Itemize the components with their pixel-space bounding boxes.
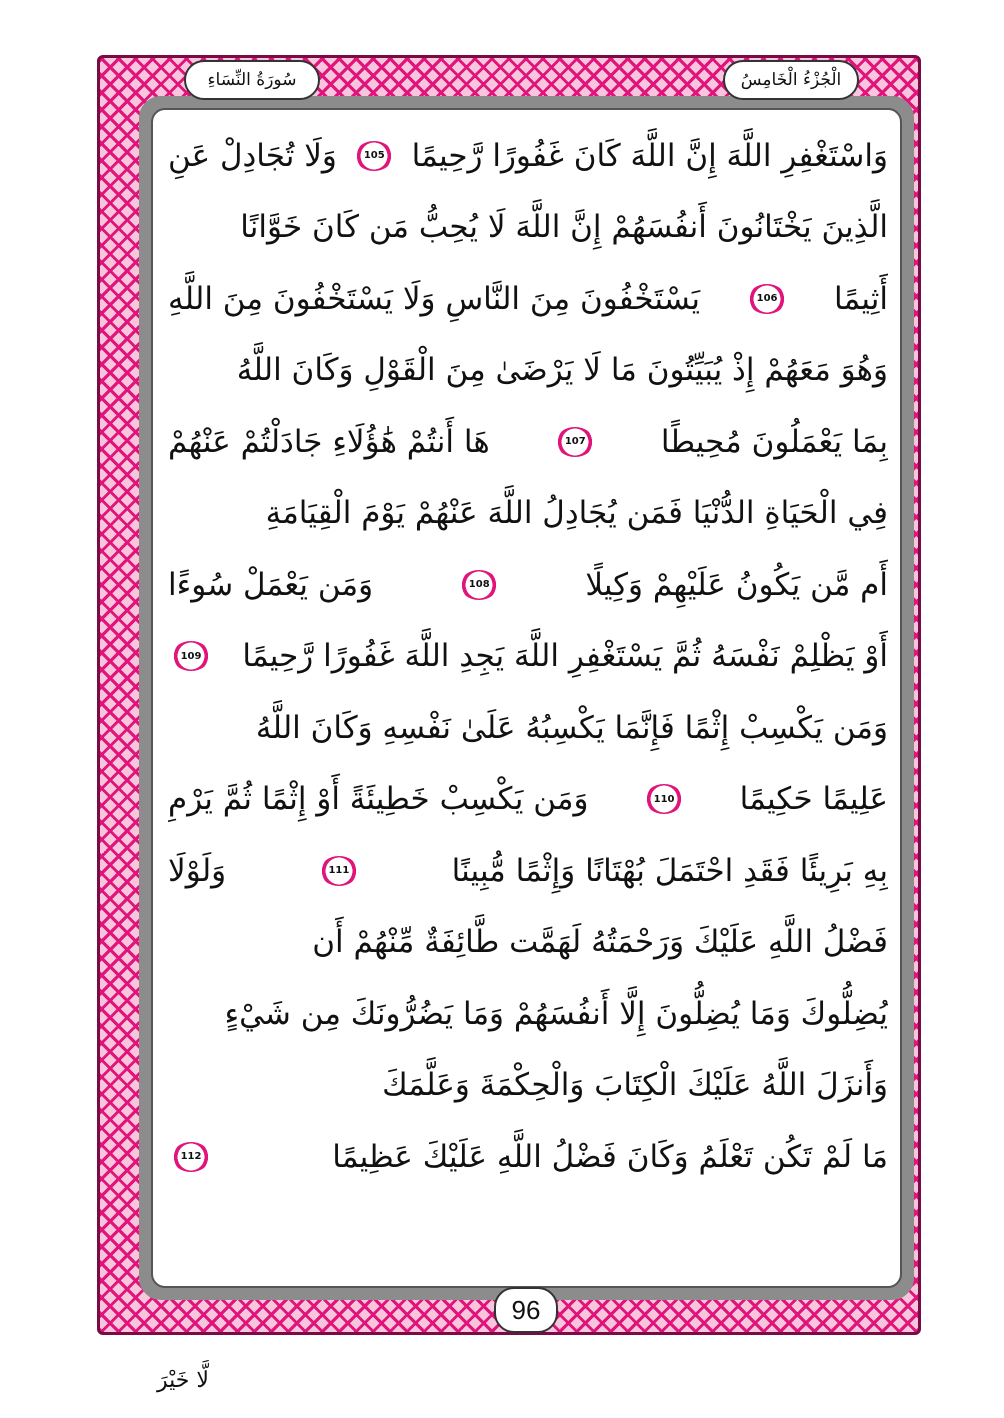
verse-text: يَسْتَخْفُونَ مِنَ النَّاسِ وَلَا يَسْتَخْفُونَ مِنَ اللَّهِ [168,280,701,317]
verse-text: أَوْ يَظْلِمْ نَفْسَهُ ثُمَّ يَسْتَغْفِرِ اللَّهَ يَجِدِ اللَّهَ غَفُورًا رَّحِيمًا [242,638,888,675]
verse-lines [168,120,888,1193]
verse-line [168,907,888,979]
verse-line [168,764,888,836]
verse-text: يُضِلُّوكَ وَمَا يُضِلُّونَ إِلَّا أَنفُسَهُمْ وَمَا يَضُرُّونَكَ مِن شَيْءٍ [224,995,888,1032]
verse-text: أَم مَّن يَكُونُ عَلَيْهِمْ وَكِيلًا [585,566,888,603]
verse-line [168,835,888,907]
verse-line [168,692,888,764]
ayah-marker-icon: 109 [172,641,210,671]
ayah-marker-icon: 110 [645,784,683,814]
juz-name-label: الْجُزْءُ الْخَامِسُ [723,60,859,100]
ayah-marker-icon: 105 [355,141,393,171]
verse-text: عَلِيمًا حَكِيمًا [739,781,888,818]
verse-line [168,621,888,693]
verse-line [168,335,888,407]
verse-text: أَثِيمًا [834,280,888,317]
verse-text: بِمَا يَعْمَلُونَ مُحِيطًا [660,423,888,460]
verse-line [168,1121,888,1193]
verse-line [168,549,888,621]
verse-line [168,978,888,1050]
verse-text: وَلَوْلَا [168,852,227,889]
page-number: 96 [494,1287,558,1333]
verse-text: وَمَن يَكْسِبْ خَطِيئَةً أَوْ إِثْمًا ثُمَّ يَرْمِ [168,781,589,818]
ayah-marker-icon: 112 [172,1142,210,1172]
verse-text: فَضْلُ اللَّهِ عَلَيْكَ وَرَحْمَتُهُ لَهَمَّت طَّائِفَةٌ مِّنْهُمْ أَن [312,924,888,961]
surah-name-label: سُورَةُ النِّسَاءِ [184,60,320,100]
verse-text: وَأَنزَلَ اللَّهُ عَلَيْكَ الْكِتَابَ وَالْحِكْمَةَ وَعَلَّمَكَ [382,1067,888,1104]
verse-line [168,120,888,192]
verse-text: بِهِ بَرِيئًا فَقَدِ احْتَمَلَ بُهْتَانًا وَإِثْمًا مُّبِينًا [451,852,888,889]
verse-text: هَا أَنتُمْ هَٰؤُلَاءِ جَادَلْتُمْ عَنْهُمْ [168,423,490,460]
verse-line [168,263,888,335]
ayah-marker-icon: 111 [320,856,358,886]
verse-text: فِي الْحَيَاةِ الدُّنْيَا فَمَن يُجَادِلُ اللَّهَ عَنْهُمْ يَوْمَ الْقِيَامَةِ [265,495,888,532]
verse-text: وَمَن يَعْمَلْ سُوءًا [168,566,374,603]
verse-line [168,478,888,550]
verse-text: وَمَن يَكْسِبْ إِثْمًا فَإِنَّمَا يَكْسِبُهُ عَلَىٰ نَفْسِهِ وَكَانَ اللَّهُ [255,709,888,746]
verse-text: الَّذِينَ يَخْتَانُونَ أَنفُسَهُمْ إِنَّ اللَّهَ لَا يُحِبُّ مَن كَانَ خَوَّانًا [240,209,888,246]
verse-text: وَلَا تُجَادِلْ عَنِ [168,137,337,174]
ayah-marker-icon: 107 [556,427,594,457]
ayah-marker-icon: 108 [460,570,498,600]
verse-text: وَهُوَ مَعَهُمْ إِذْ يُبَيِّتُونَ مَا لَا يَرْضَىٰ مِنَ الْقَوْلِ وَكَانَ اللَّهُ [236,352,888,389]
catchword: لَّا خَيْرَ [157,1368,209,1393]
ayah-marker-icon: 106 [748,284,786,314]
verse-text: وَاسْتَغْفِرِ اللَّهَ إِنَّ اللَّهَ كَانَ غَفُورًا رَّحِيمًا [411,137,888,174]
verse-line [168,1050,888,1122]
verse-text: مَا لَمْ تَكُن تَعْلَمُ وَكَانَ فَضْلُ اللَّهِ عَلَيْكَ عَظِيمًا [332,1138,888,1175]
verse-line [168,192,888,264]
verse-line [168,406,888,478]
